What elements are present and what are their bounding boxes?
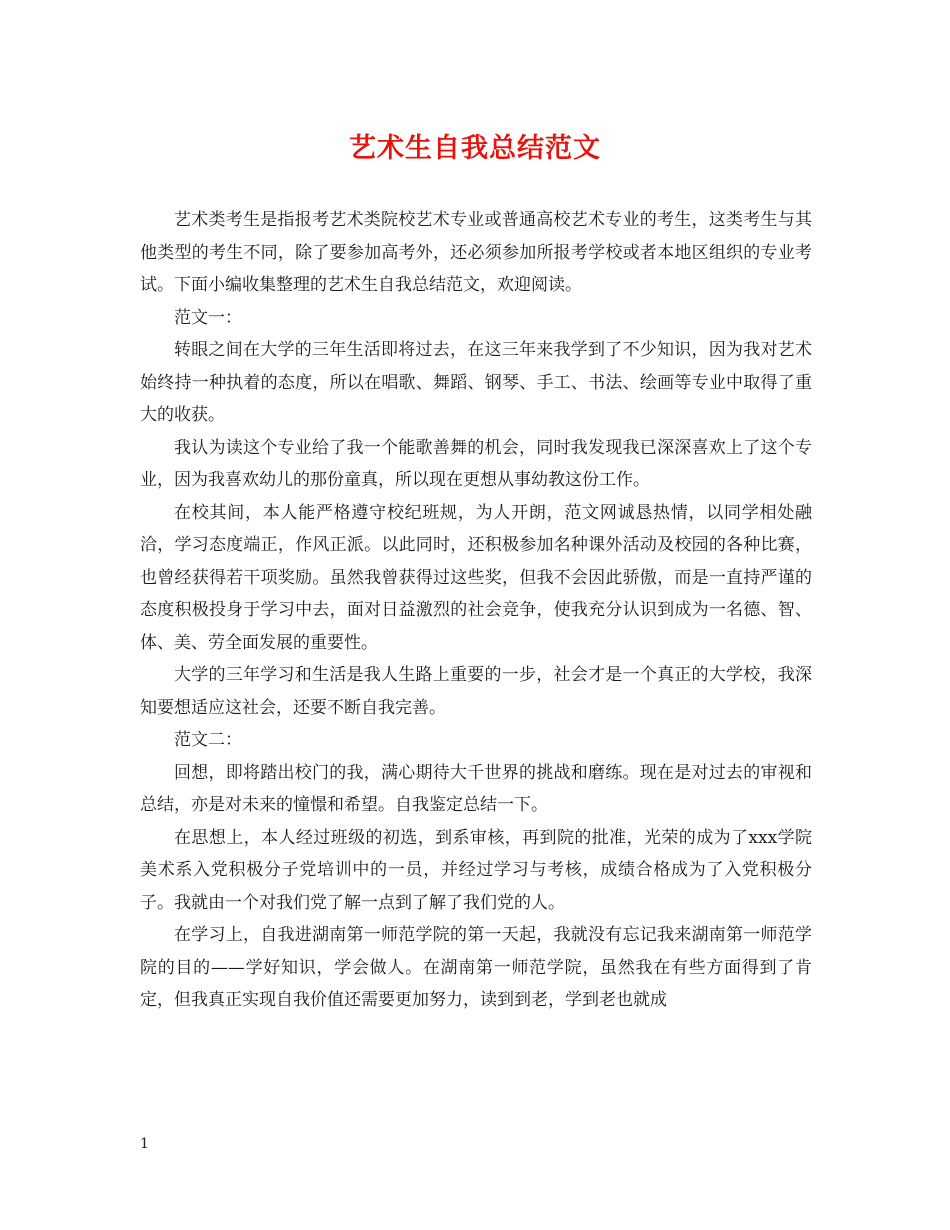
paragraph: 在思想上，本人经过班级的初选，到系审核，再到院的批准，光荣的成为了xxx学院美术系入党积极分子党培训中的一员，并经过学习与考核，成绩合格成为了入党积极分子。我就由一个对我们党了解一点到了解了我们党的人。 bbox=[140, 827, 812, 913]
paragraph: 在校其间，本人能严格遵守校纪班规，为人开朗，范文网诚恳热情，以同学相处融洽，学习态度端正，作风正派。以此同时，还积极参加名种课外活动及校园的各种比赛，也曾经获得若干项奖励。虽然我曾获得过这些奖，但我不会因此骄傲，而是一直持严谨的态度积极投身于学习中去，面对日益激烈的社会竞争，使我充分认识到成为一名德、智、体、美、劳全面发展的重要性。 bbox=[140, 502, 812, 653]
paragraph: 我认为读这个专业给了我一个能歌善舞的机会，同时我发现我已深深喜欢上了这个专业，因为我喜欢幼儿的那份童真，所以现在更想从事幼教这份工作。 bbox=[140, 437, 812, 490]
paragraph: 转眼之间在大学的三年生活即将过去，在这三年来我学到了不少知识，因为我对艺术始终持一种执着的态度，所以在唱歌、舞蹈、钢琴、手工、书法、绘画等专业中取得了重大的收获。 bbox=[140, 340, 812, 425]
paragraph: 在学习上，自我进湖南第一师范学院的第一天起，我就没有忘记我来湖南第一师范学院的目的——学好知识，学会做人。在湖南第一师范学院，虽然我在有些方面得到了肯定，但我真正实现自我价值还需要更加努力，读到到老，学到老也就成 bbox=[140, 925, 812, 1010]
paragraph: 大学的三年学习和生活是我人生路上重要的一步，社会才是一个真正的大学校，我深知要想适应这社会，还要不断自我完善。 bbox=[140, 665, 812, 718]
paragraph: 回想，即将踏出校门的我，满心期待大千世界的挑战和磨练。现在是对过去的审视和总结，亦是对未来的憧憬和希望。自我鉴定总结一下。 bbox=[140, 762, 812, 815]
paragraph: 艺术类考生是指报考艺术类院校艺术专业或普通高校艺术专业的考生，这类考生与其他类型的考生不同，除了要参加高考外，还必须参加所报考学校或者本地区组织的专业考试。下面小编收集整理的艺术生自我总结范文，欢迎阅读。 bbox=[140, 210, 812, 295]
document-body bbox=[140, 204, 812, 1017]
section-heading: 范文二： bbox=[174, 730, 242, 750]
document-title: 艺术生自我总结范文 bbox=[349, 133, 601, 164]
page-number: 1 bbox=[140, 1136, 149, 1152]
section-heading: 范文一： bbox=[174, 307, 242, 328]
